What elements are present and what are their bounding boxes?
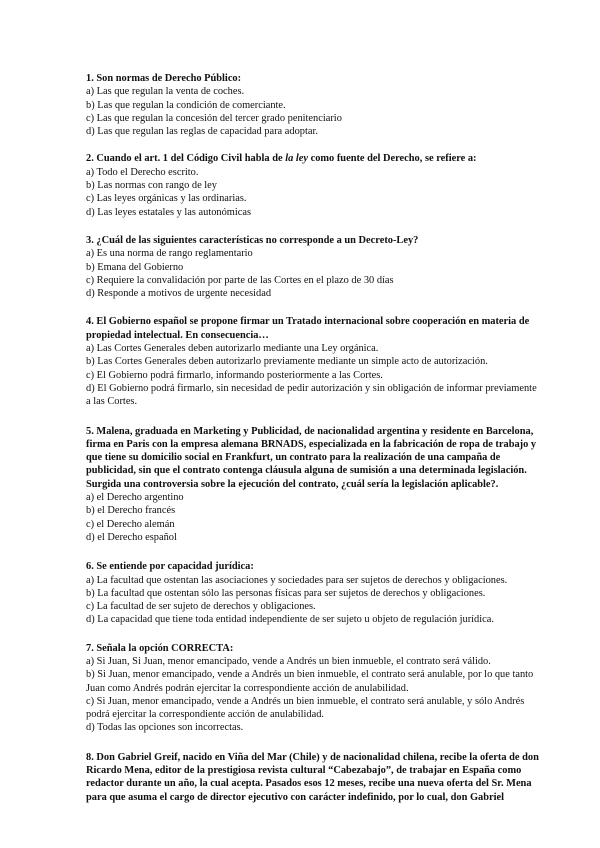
option-a: a) La facultad que ostentan las asociaciones y sociedades para ser sujetos de derechos y obligaciones.	[86, 574, 508, 586]
option-d: d) Todas las opciones son incorrectas.	[86, 722, 244, 734]
option-c: c) El Gobierno podrá firmarlo, informando posteriormente a las Cortes.	[86, 369, 383, 381]
option-d: d) Las que regulan las reglas de capacidad para adoptar.	[86, 126, 318, 138]
question-6	[86, 560, 540, 626]
option-a: a) el Derecho argentino	[86, 492, 184, 504]
option-a: a) Las que regulan la venta de coches.	[86, 86, 245, 98]
question-8	[86, 751, 540, 804]
question-1	[86, 72, 540, 138]
option-c: c) el Derecho alemán	[86, 518, 175, 530]
title-emphasis: la ley	[285, 153, 308, 165]
question-3	[86, 234, 540, 300]
option-b: b) el Derecho francés	[86, 505, 176, 517]
question-2	[86, 152, 540, 218]
question-title	[86, 152, 540, 165]
question-title: 4. El Gobierno español se propone firmar un Tratado internacional sobre cooperación en materia de propiedad intelectual. En consecuencia…	[86, 316, 530, 341]
option-c: c) Si Juan, menor emancipado, vende a Andrés un bien inmueble, el contrato será anulable, y sólo Andrés podrá ejercitar la correspondiente acción de anulabilidad.	[86, 695, 525, 721]
option-b: b) La facultad que ostentan sólo las personas físicas para ser sujetos de derechos y obligaciones.	[86, 587, 486, 599]
question-7	[86, 642, 540, 735]
option-c: c) La facultad de ser sujeto de derechos y obligaciones.	[86, 601, 316, 613]
option-d: d) El Gobierno podrá firmarlo, sin necesidad de pedir autorización y sin obligación de informar previamente a las Cortes.	[86, 382, 537, 408]
option-a: a) Es una norma de rango reglamentario	[86, 248, 253, 260]
option-a: a) Si Juan, Si Juan, menor emancipado, vende a Andrés un bien inmueble, el contrato será válido.	[86, 655, 491, 667]
question-title: 3. ¿Cuál de las siguientes características no corresponde a un Decreto-Ley?	[86, 234, 419, 246]
option-b: b) Si Juan, menor emancipado, vende a Andrés un bien inmueble, el contrato será anulable, por lo que tanto Juan como Andrés podrán ejercitar la correspondiente acción de anulabilidad.	[86, 669, 534, 694]
option-d: d) el Derecho español	[86, 531, 177, 543]
option-a: a) Las Cortes Generales deben autorizarlo mediante una Ley orgánica.	[86, 343, 379, 355]
option-a: a) Todo el Derecho escrito.	[86, 166, 199, 178]
title-pre: 2. Cuando el art. 1 del Código Civil habla de	[86, 153, 286, 165]
option-c: c) Las que regulan la concesión del tercer grado penitenciario	[86, 112, 342, 124]
question-title: 1. Son normas de Derecho Público:	[86, 73, 242, 84]
option-b: b) Emana del Gobierno	[86, 261, 184, 273]
question-title: 5. Malena, graduada en Marketing y Publicidad, de nacionalidad argentina y residente en Barcelona, firma en Paris con la empresa alemana BRNADS, especializada en la fabricación de ropa de trabajo y que tiene su domicilio social en Frankfurt, un contrato para la realización de una campaña de publicidad, sin que el contrato contenga cláusula alguna de sumisión a una determinada legislación. Surgida una controversia sobre la ejecución del contrato, ¿cuál sería la legislación aplicable?.	[86, 425, 537, 490]
option-d: d) La capacidad que tiene toda entidad independiente de ser sujeto u objeto de regulación jurídica.	[86, 614, 494, 626]
question-title: 8. Don Gabriel Greif, nacido en Viña del Mar (Chile) y de nacionalidad chilena, recibe la oferta de don Ricardo Mena, editor de la prestigiosa revista cultural “Cabezabajo”, de trabajar en España como redactor durante un año, la cual acepta. Pasados esos 12 meses, recibe una nueva oferta del Sr. Mena para que asuma el cargo de director ejecutivo con carácter indefinido, por lo cual, don Gabriel	[86, 751, 539, 803]
option-c: c) Las leyes orgánicas y las ordinarias.	[86, 193, 247, 205]
option-b: b) Las que regulan la condición de comerciante.	[86, 99, 286, 111]
question-title: 7. Señala la opción CORRECTA:	[86, 642, 234, 654]
option-b: b) Las normas con rango de ley	[86, 180, 217, 192]
question-4	[86, 315, 540, 408]
question-5	[86, 425, 540, 545]
option-b: b) Las Cortes Generales deben autorizarlo previamente mediante un simple acto de autorización.	[86, 356, 488, 368]
title-post: como fuente del Derecho, se refiere a:	[307, 153, 477, 165]
option-c: c) Requiere la convalidación por parte de las Cortes en el plazo de 30 días	[86, 274, 394, 286]
option-d: d) Las leyes estatales y las autonómicas	[86, 206, 252, 218]
question-title: 6. Se entiende por capacidad jurídica:	[86, 561, 254, 573]
option-d: d) Responde a motivos de urgente necesidad	[86, 288, 272, 300]
